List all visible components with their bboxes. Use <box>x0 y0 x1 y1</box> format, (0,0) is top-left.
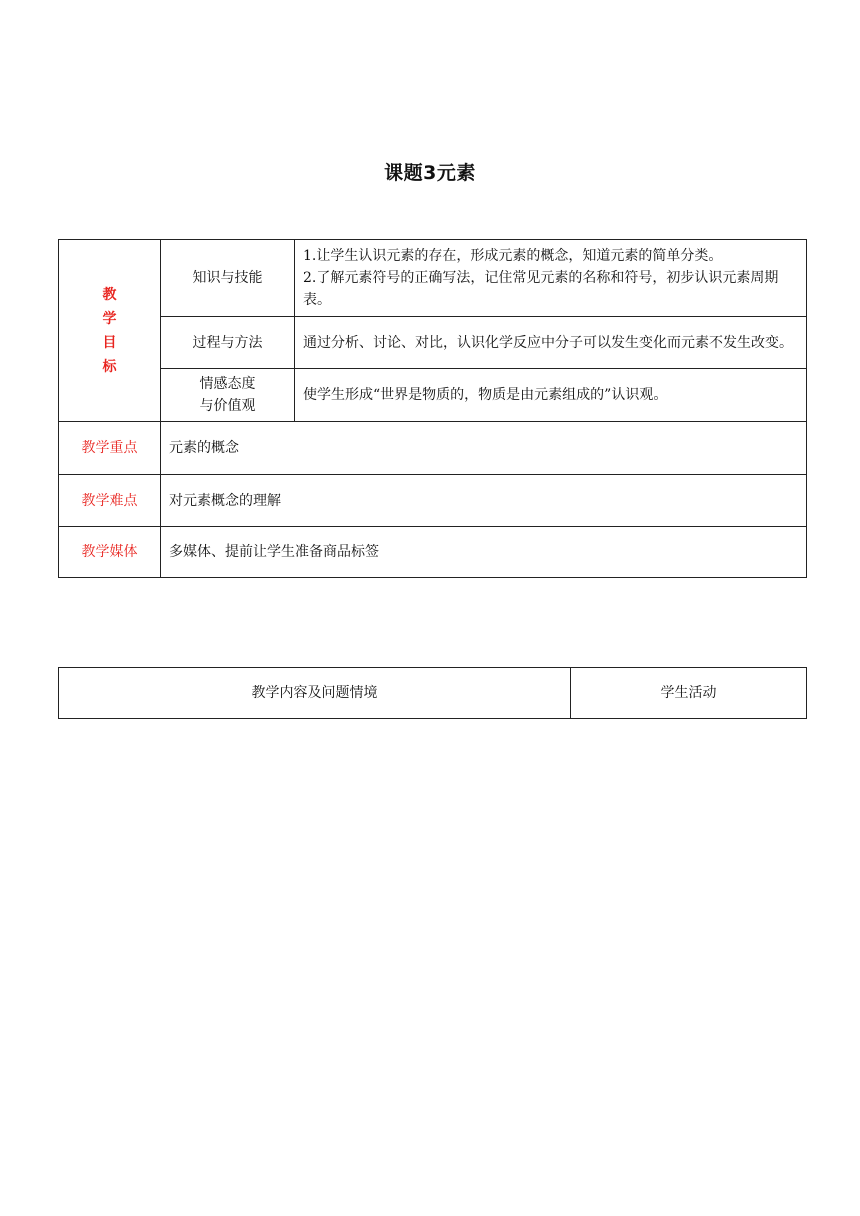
media-content: 多媒体、提前让学生准备商品标签 <box>161 527 807 578</box>
content-header: 教学内容及问题情境 <box>59 668 571 719</box>
content-line: 通过分析、讨论、对比，认识化学反应中分子可以发生变化而元素不发生改变。 <box>303 334 793 351</box>
activities-table <box>58 667 807 719</box>
content-line: 使学生形成“世界是物质的，物质是由元素组成的”认识观。 <box>303 387 668 403</box>
table-row <box>59 240 807 317</box>
difficulties-label: 教学难点 <box>59 475 161 527</box>
heading-char: 教 <box>102 286 117 303</box>
process-method-content <box>295 317 807 369</box>
attitude-values-content <box>295 369 807 422</box>
teaching-objectives-heading <box>59 240 161 422</box>
table-row <box>59 475 807 527</box>
key-points-label: 教学重点 <box>59 422 161 475</box>
student-activity-header: 学生活动 <box>571 668 807 719</box>
attitude-values-label <box>161 369 295 422</box>
content-line: 2.了解元素符号的正确写法，记住常见元素的名称和符号，初步认识元素周期表。 <box>303 270 779 308</box>
content-line: 1.让学生认识元素的存在，形成元素的概念，知道元素的简单分类。 <box>303 248 723 264</box>
media-label: 教学媒体 <box>59 527 161 578</box>
table-row <box>59 668 807 719</box>
heading-char: 目 <box>102 334 117 351</box>
table-row <box>59 369 807 422</box>
table-row <box>59 527 807 578</box>
page-title: 课题3元素 <box>384 162 476 184</box>
knowledge-skills-label: 知识与技能 <box>161 240 295 317</box>
key-points-content: 元素的概念 <box>161 422 807 475</box>
label-line: 情感态度 <box>199 376 256 392</box>
heading-char: 标 <box>102 358 117 375</box>
knowledge-skills-content <box>295 240 807 317</box>
table-row <box>59 317 807 369</box>
table-row <box>59 422 807 475</box>
difficulties-content: 对元素概念的理解 <box>161 475 807 527</box>
heading-char: 学 <box>102 310 117 327</box>
lesson-plan-table <box>58 239 807 578</box>
label-line: 与价值观 <box>199 398 256 414</box>
process-method-label: 过程与方法 <box>161 317 295 369</box>
